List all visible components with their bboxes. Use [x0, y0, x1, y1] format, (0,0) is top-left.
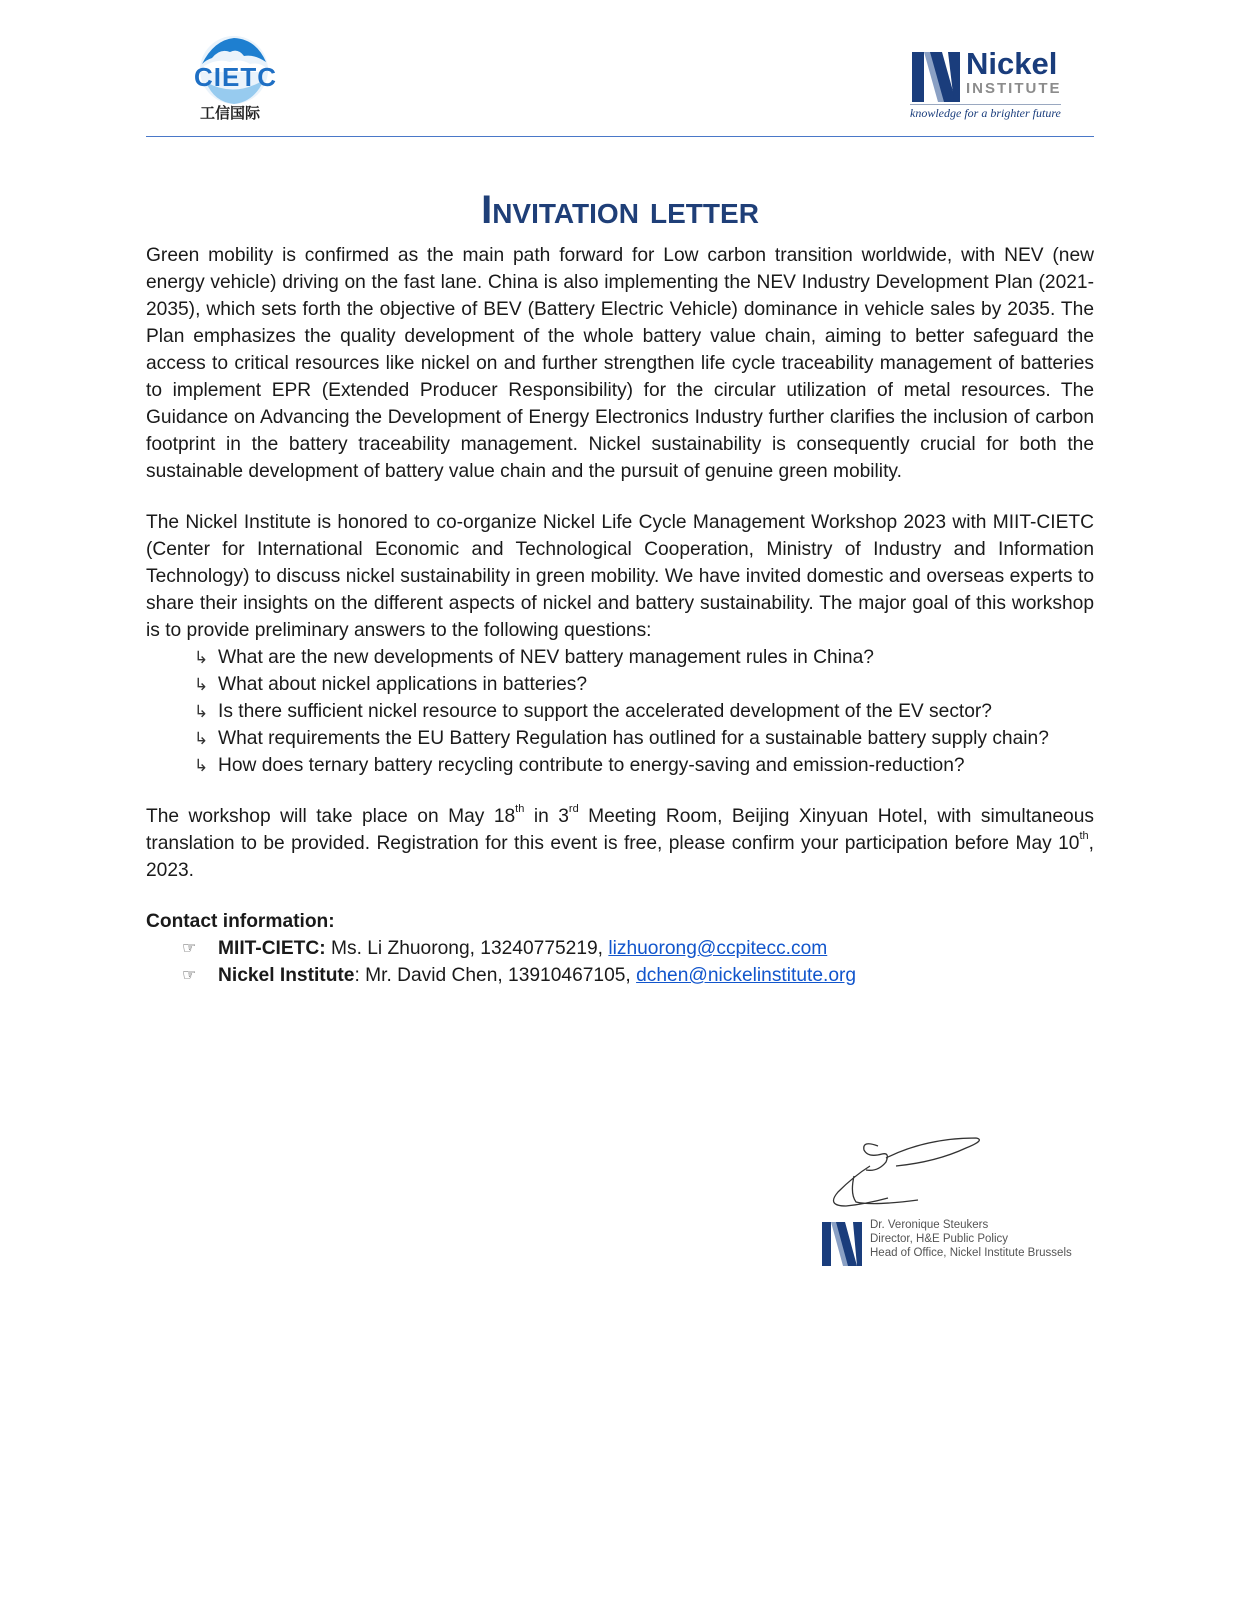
contact-org: Nickel Institute — [218, 965, 355, 986]
contact-org: MIIT-CIETC: — [218, 938, 326, 959]
cietc-wordmark: CIETC — [194, 62, 277, 92]
arrow-bullet-icon: ↳ — [194, 729, 209, 748]
arrow-bullet-icon: ↳ — [194, 648, 209, 667]
list-item: ↳ What about nickel applications in batteries? — [194, 671, 1094, 698]
questions-list — [146, 644, 1094, 779]
logistics-paragraph: The workshop will take place on May 18th in 3rd Meeting Room, Beijing Xinyuan Hotel, with simultaneous translation to be provided. Registration for this event is free, please confirm your participation before May 10th, 2023. — [146, 802, 1094, 881]
letterhead — [146, 28, 1094, 137]
signatory-block — [820, 1218, 1110, 1288]
institute-wordmark: INSTITUTE — [966, 80, 1062, 97]
list-item: ↳ How does ternary battery recycling contribute to energy-saving and emission-reduction? — [194, 752, 1094, 779]
email-link-nickel-institute[interactable]: dchen@nickelinstitute.org — [636, 965, 857, 986]
handwritten-signature — [826, 1136, 996, 1218]
nickel-institute-logo — [910, 46, 1080, 120]
email-link-miit-cietc[interactable]: lizhuorong@ccpitecc.com — [608, 938, 828, 959]
signatory-office: Head of Office, Nickel Institute Brussels — [870, 1247, 1072, 1259]
nickel-institute-tagline: knowledge for a brighter future — [910, 106, 1061, 120]
arrow-bullet-icon: ↳ — [194, 756, 209, 775]
contact-item-miit-cietc — [182, 935, 1094, 962]
pointing-hand-icon: ☞ — [182, 967, 197, 984]
nickel-institute-n-icon — [820, 1220, 864, 1268]
contact-details: : Mr. David Chen, 13910467105, — [354, 965, 637, 986]
workshop-paragraph: The Nickel Institute is honored to co-organize Nickel Life Cycle Management Workshop 2023 with MIIT-CIETC (Center for International Economic and Technological Cooperation, Ministry of Industry and Information Technology) to discuss nickel sustainability in green mobility. We have invited domestic and overseas experts to share their insights on the different aspects of nickel and battery sustainability. The major goal of this workshop is to provide preliminary answers to the following questions: — [146, 512, 1094, 641]
intro-paragraph: Green mobility is confirmed as the main path forward for Low carbon transition worldwide, with NEV (new energy vehicle) driving on the fast lane. China is also implementing the NEV Industry Development Plan (2021-2035), which sets forth the objective of BEV (Battery Electric Vehicle) dominance in vehicle sales by 2035. The Plan emphasizes the quality development of the whole battery value chain, aiming to better safeguard the access to critical resources like nickel on and further strengthen life cycle traceability management of batteries to implement EPR (Extended Producer Responsibility) for the circular utilization of metal resources. The Guidance on Advancing the Development of Energy Electronics Industry further clarifies the inclusion of carbon footprint in the battery traceability management. Nickel sustainability is consequently crucial for both the sustainable development of battery value chain and the pursuit of genuine green mobility. — [146, 245, 1094, 482]
signatory-name: Dr. Veronique Steukers — [870, 1219, 989, 1231]
letter-body — [146, 242, 1094, 989]
cietc-chinese-name: 工信国际 — [200, 105, 261, 122]
list-item: ↳ What are the new developments of NEV battery management rules in China? — [194, 644, 1094, 671]
contact-list — [146, 935, 1094, 989]
nickel-wordmark: Nickel — [966, 46, 1058, 81]
pointing-hand-icon: ☞ — [182, 940, 197, 957]
letter-title: Invitation letter — [481, 188, 759, 232]
nickel-institute-n-icon — [910, 50, 962, 104]
list-item: ↳ What requirements the EU Battery Regulation has outlined for a sustainable battery supply chain? — [194, 725, 1094, 752]
contact-heading: Contact information: — [146, 911, 335, 932]
contact-item-nickel-institute — [182, 962, 1094, 989]
arrow-bullet-icon: ↳ — [194, 675, 209, 694]
signatory-role: Director, H&E Public Policy — [870, 1233, 1009, 1245]
arrow-bullet-icon: ↳ — [194, 702, 209, 721]
list-item: ↳ Is there sufficient nickel resource to support the accelerated development of the EV sector? — [194, 698, 1094, 725]
contact-details: Ms. Li Zhuorong, 13240775219, — [325, 938, 609, 959]
